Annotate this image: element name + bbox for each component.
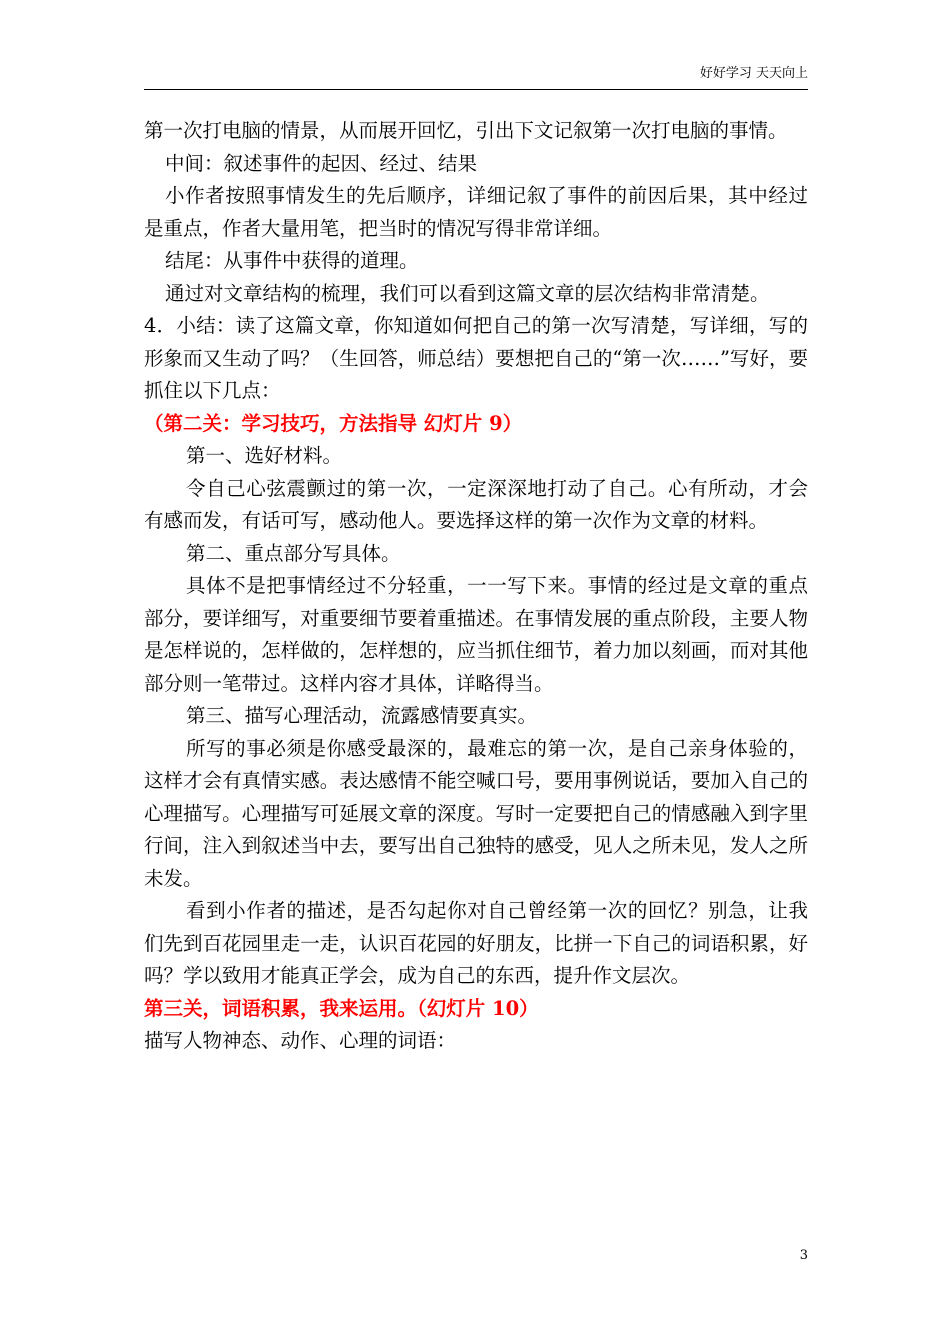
paragraph: 第一次打电脑的情景，从而展开回忆，引出下文记叙第一次打电脑的事情。 [144,119,788,142]
header-rule [144,89,808,90]
paragraph: 通过对文章结构的梳理，我们可以看到这篇文章的层次结构非常清楚。 [165,281,770,305]
paragraph: 所写的事必须是你感受最深的，最难忘的第一次，是自己亲身体验的，这样才会有真情实感。表达感情不能空喊口号，要用事例说话，要加入自己的心理描写。心理描写可延展文章的深度。写时一定要把自己的情感融入到字里行间，注入到叙述当中去，要写出自己独特的感受，见人之所未见，发人之所未发。 [144,736,808,890]
page-header: 好好学习 天天向上 [699,66,808,81]
section-heading: （第二关：学习技巧，方法指导 幻灯片 9） [144,411,523,435]
paragraph: 结尾：从事件中获得的道理。 [165,249,419,272]
paragraph: 4．小结：读了这篇文章，你知道如何把自己的第一次写清楚，写详细，写的形象而又生动了吗？（生回答，师总结）要想把自己的“第一次……”写好，要抓住以下几点： [144,314,808,402]
document-body [144,115,808,1058]
paragraph: 具体不是把事情经过不分轻重，一一写下来。事情的经过是文章的重点部分，要详细写，对重要细节要着重描述。在事情发展的重点阶段，主要人物是怎样说的，怎样做的，怎样想的，应当抓住细节，着力加以刻画，而对其他部分则一笔带过。这样内容才具体，详略得当。 [144,574,808,695]
paragraph: 小作者按照事情发生的先后顺序，详细记叙了事件的前因后果，其中经过是重点，作者大量用笔，把当时的情况写得非常详细。 [144,184,808,240]
subheading: 第二、重点部分写具体。 [186,541,401,565]
paragraph: 令自己心弦震颤过的第一次，一定深深地打动了自己。心有所动，才会有感而发，有话可写，感动他人。要选择这样的第一次作为文章的材料。 [144,476,808,532]
page-number: 3 [799,1248,808,1263]
paragraph: 中间：叙述事件的起因、经过、结果 [165,151,478,175]
paragraph: 看到小作者的描述，是否勾起你对自己曾经第一次的回忆？别急，让我们先到百花园里走一走，认识百花园的好朋友，比拼一下自己的词语积累，好吗？学以致用才能真正学会，成为自己的东西，提升作文层次。 [144,899,808,987]
subheading: 第三、描写心理活动，流露感情要真实。 [186,704,538,727]
section-heading: 第三关，词语积累，我来运用。（幻灯片 10） [144,996,539,1020]
paragraph: 描写人物神态、动作、心理的词语： [144,1029,457,1052]
subheading: 第一、选好材料。 [186,444,343,467]
